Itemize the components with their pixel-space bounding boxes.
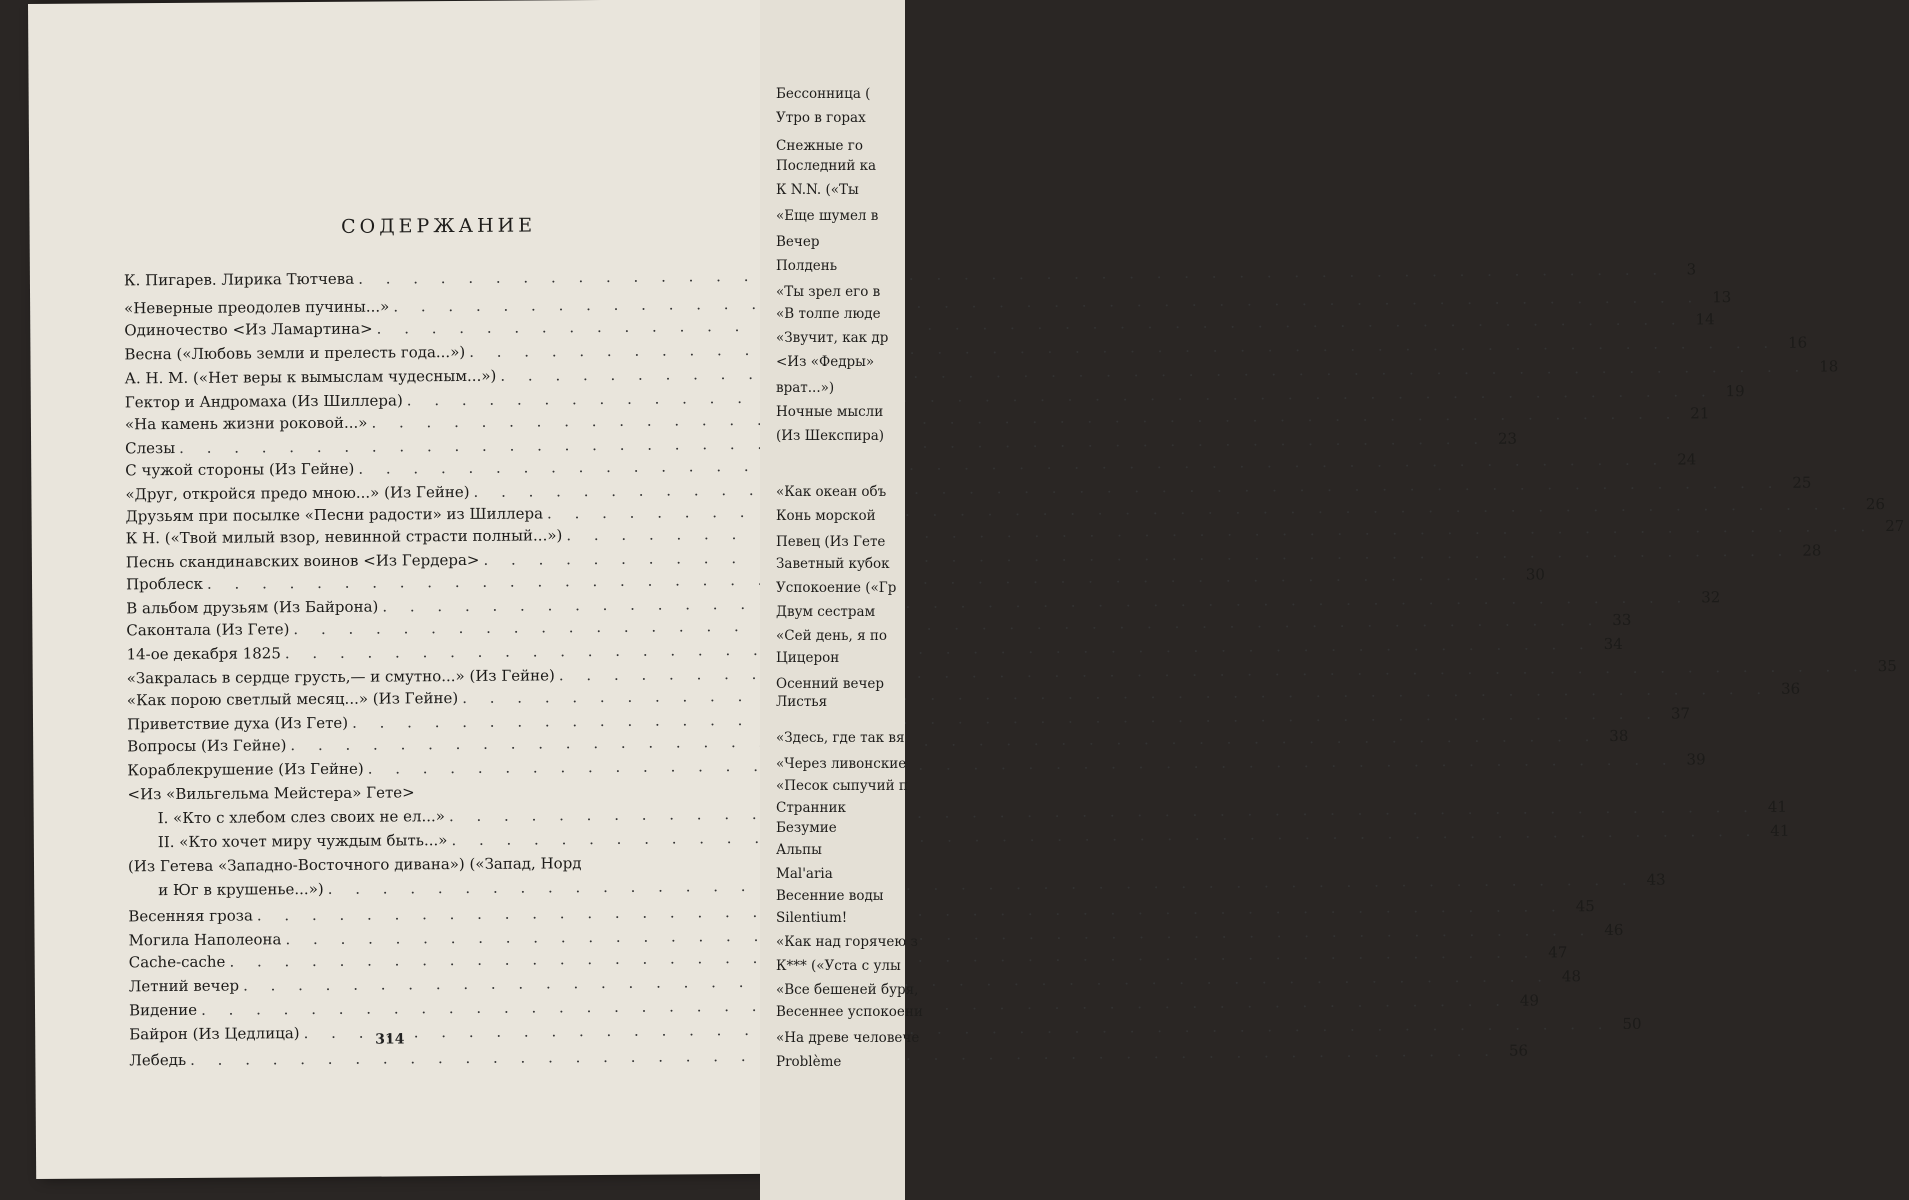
right-page: [760, 0, 923, 1200]
right-page-line: врат...»): [776, 380, 835, 396]
right-page-line: Полдень: [776, 258, 838, 274]
toc-entry-page: 35: [1877, 656, 1897, 676]
toc-entry-title: Байрон (Из Цедлица): [129, 1024, 300, 1044]
right-page-line: «Еще шумел в: [776, 208, 879, 224]
right-page-line: «На древе человече: [776, 1030, 920, 1046]
toc-entry-title: Вопросы (Из Гейне): [127, 736, 287, 756]
right-page-line: Цицерон: [776, 650, 840, 666]
toc-entry-title: К Н. («Твой милый взор, невинной страсти полный...»): [125, 526, 563, 548]
toc-entry-title: Приветствие духа (Из Гете): [126, 713, 349, 734]
right-page-line: Ночные мысли: [776, 404, 884, 420]
toc-entry-title: «Закралась в сердце грусть,— и смутно...» (Из Гейне): [126, 666, 555, 688]
toc-entry-page: 48: [1561, 967, 1582, 986]
toc-entry-title: Весна («Любовь земли и прелесть года...»): [124, 342, 466, 364]
toc-title: СОДЕРЖАНИЕ: [341, 214, 537, 238]
toc-entry-title: 14-ое декабря 1825: [126, 644, 281, 664]
toc-entry-page: 3: [1686, 260, 1697, 279]
right-page-line: «Звучит, как др: [776, 330, 889, 346]
toc-entry-page: 46: [1604, 920, 1624, 940]
toc-entry-page: 27: [1885, 516, 1905, 536]
right-page-line: К*** («Уста с улы: [776, 958, 901, 974]
toc-entry-title: А. Н. М. («Нет веры к вымыслам чудесным...»): [124, 366, 497, 388]
right-page-line: Вечер: [776, 234, 820, 250]
toc-entry: [127, 781, 697, 807]
right-page-line: Весенние воды: [776, 888, 884, 904]
toc-entry-title: «На камень жизни роковой...»: [124, 413, 368, 434]
toc-entry-page: 33: [1612, 610, 1632, 629]
toc-entry-title: Cache-cache: [128, 952, 226, 972]
toc-entry: [125, 450, 1697, 483]
toc-entry-title: и Юг в крушенье...»): [158, 879, 324, 900]
right-page-line: (Из Шекспира): [776, 428, 885, 444]
right-page-line: Problème: [776, 1054, 842, 1070]
toc-entry-title: Могила Наполеона: [128, 930, 282, 950]
right-page-line: Листья: [776, 694, 828, 710]
toc-entry-title: Проблеск: [125, 574, 204, 594]
right-page-line: Утро в горах: [776, 110, 866, 126]
right-page-line: Певец (Из Гете: [776, 534, 886, 550]
right-page-line: Двум сестрам: [776, 604, 876, 620]
toc-entry-page: 21: [1690, 404, 1710, 423]
toc-entry-title: Летний вечер: [128, 976, 240, 996]
leader-dots: [419, 796, 668, 798]
right-page-line: «Как над горячею з: [776, 934, 918, 950]
right-page-line: «Песок сыпучий п: [776, 778, 908, 794]
toc-entry-title: В альбом друзьям (Из Байрона): [126, 597, 379, 618]
right-page-line: «В толпе люде: [776, 306, 881, 322]
right-page-line: «Ты зрел его в: [776, 284, 881, 300]
right-page-line: «Как океан объ: [776, 484, 887, 500]
leader-dots: [358, 261, 1666, 288]
toc-entry-page: 28: [1802, 541, 1822, 560]
right-page-line: <Из «Федры»: [776, 354, 875, 370]
toc-entry: [128, 853, 698, 879]
right-page-line: Альпы: [776, 842, 822, 858]
toc-entry-page: 56: [1508, 1041, 1529, 1060]
right-page-line: «Через ливонские: [776, 756, 907, 772]
leader-dots: [586, 868, 668, 869]
toc-entry-title: Лебедь: [129, 1050, 187, 1070]
toc-entry-page: 49: [1519, 991, 1540, 1010]
right-page-line: «Все бешеней буря,: [776, 982, 919, 998]
right-page-line: К N.N. («Ты: [776, 182, 859, 198]
right-page-line: «Здесь, где так вя: [776, 730, 905, 746]
toc-entry-title: Гектор и Андромаха (Из Шиллера): [124, 391, 403, 412]
toc-entry-title: К. Пигарев. Лирика Тютчева: [123, 269, 355, 290]
toc-entry-page: 43: [1646, 870, 1666, 889]
toc-entry-title: «Друг, откройся предо мною...» (Из Гейне): [125, 482, 470, 504]
toc-entry-page: 34: [1603, 634, 1623, 654]
right-page-line: Бессонница (: [776, 86, 871, 102]
toc-entry-page: 41: [1770, 821, 1790, 840]
toc-entry-page: 36: [1780, 679, 1801, 698]
toc-entry-page: 25: [1792, 473, 1812, 492]
toc-entry-page: 30: [1525, 565, 1545, 584]
toc-entry-page: 45: [1575, 897, 1595, 916]
right-page-line: Mal'aria: [776, 866, 833, 882]
right-page-line: Безумие: [776, 820, 837, 836]
right-page-line: Весеннее успокоени: [776, 1004, 923, 1020]
page-number: 314: [375, 1031, 405, 1048]
right-page-line: Заветный кубок: [776, 556, 890, 572]
toc-entry-page: 38: [1609, 726, 1629, 745]
toc-entry-title: Слезы: [125, 438, 176, 458]
toc-entry-page: 37: [1670, 704, 1691, 723]
toc-entry-page: 39: [1686, 750, 1706, 769]
right-page-line: «Сей день, я по: [776, 628, 888, 644]
toc-entry-title: Видение: [128, 1000, 198, 1020]
toc-entry-title: Песнь скандинавских воинов <Из Гердера>: [125, 550, 480, 572]
toc-entry-title: Кораблекрушение (Из Гейне): [127, 759, 364, 780]
right-page-line: Странник: [776, 800, 846, 816]
toc-entry-title: С чужой стороны (Из Гейне): [125, 459, 355, 480]
toc-entry-title: Саконтала (Из Гете): [126, 620, 290, 640]
toc-entry-title: Весенняя гроза: [128, 906, 253, 926]
leader-dots: [257, 897, 1565, 924]
right-page-line: Последний ка: [776, 158, 877, 174]
toc-entry-page: 26: [1865, 495, 1886, 514]
right-page-line: Осенний вечер: [776, 676, 885, 692]
right-page-line: Успокоение («Гр: [776, 580, 897, 596]
toc-entry-title: (Из Гетева «Западно-Восточного дивана») («Запад, Норд: [127, 854, 582, 876]
toc-entry-page: 47: [1548, 943, 1568, 962]
toc-entry-page: 50: [1622, 1014, 1642, 1033]
toc-entry-page: 32: [1701, 588, 1721, 607]
toc-entry-page: 13: [1712, 288, 1732, 307]
toc-entry-page: 19: [1725, 382, 1745, 401]
toc-entry-title: <Из «Вильгельма Мейстера» Гете>: [127, 783, 415, 804]
right-page-line: Снежные го: [776, 138, 863, 154]
toc-entry-page: 41: [1767, 797, 1787, 816]
toc-entry-title: Одиночество <Из Ламартина>: [124, 319, 373, 340]
toc-entry-title: Друзьям при посылке «Песни радости» из Шиллера: [125, 504, 544, 526]
right-page-line: Silentium!: [776, 910, 848, 926]
toc-entry-title: «Неверные преодолев пучины...»: [124, 297, 390, 318]
toc-entry-page: 16: [1787, 333, 1808, 352]
leader-dots: [500, 358, 1808, 385]
toc-entry-title: II. «Кто хочет миру чуждым быть...»: [157, 831, 448, 852]
toc-entry-title: I. «Кто с хлебом слез своих не ел...»: [157, 807, 446, 828]
toc-entry-page: 24: [1677, 450, 1697, 469]
toc-entry-page: 18: [1819, 357, 1839, 376]
right-page-line: Конь морской: [776, 508, 876, 524]
toc-entry-page: 23: [1497, 429, 1518, 448]
toc-entry-page: 14: [1695, 310, 1715, 329]
toc-entry-title: «Как порою светлый месяц...» (Из Гейне): [126, 689, 459, 710]
